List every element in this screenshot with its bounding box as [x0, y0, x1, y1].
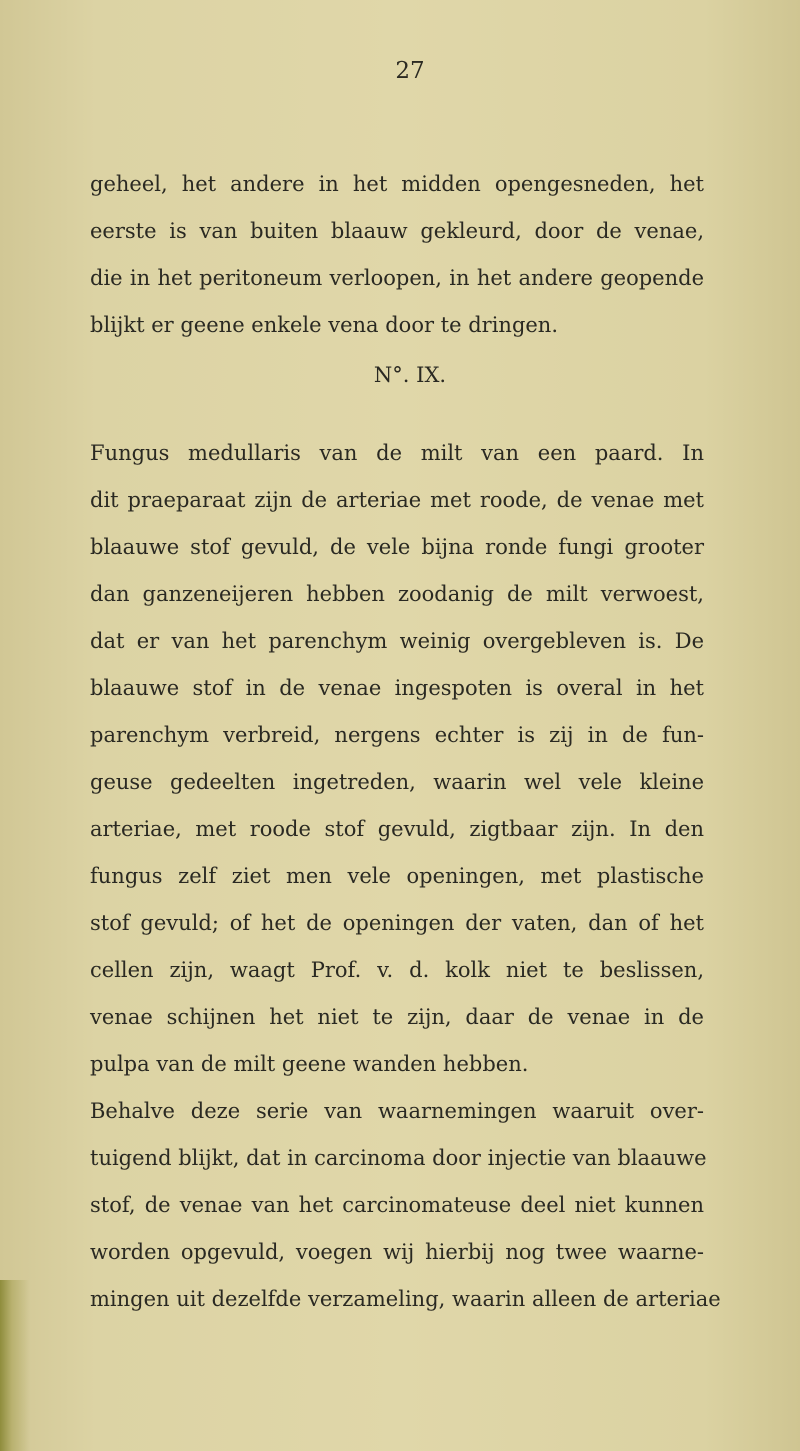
- section-heading: N°. IX.: [373, 363, 447, 387]
- paragraph-2-line: dat er van het parenchym weinig overgebleven is. De: [90, 629, 704, 653]
- page-number: 27: [395, 58, 425, 84]
- paragraph-1: [90, 161, 704, 349]
- paragraph-2-line: fungus zelf ziet men vele openingen, met plastische: [90, 864, 704, 888]
- paragraph-2-line: parenchym verbreid, nergens echter is zij in de fun-: [90, 723, 704, 747]
- paragraph-2-line: venae schijnen het niet te zijn, daar de venae in de: [90, 1005, 704, 1029]
- paragraph-3-line: Behalve deze serie van waarnemingen waaruit over-: [90, 1099, 704, 1123]
- paragraph-1-line: eerste is van buiten blaauw gekleurd, door de venae,: [90, 219, 704, 243]
- paragraph-2-line: pulpa van de milt geene wanden hebben.: [90, 1052, 529, 1076]
- paragraph-2-line: dit praeparaat zijn de arteriae met roode, de venae met: [90, 488, 704, 512]
- paragraph-2-line: blaauwe stof in de venae ingespoten is overal in het: [90, 676, 704, 700]
- paragraph-2-line: cellen zijn, waagt Prof. v. d. kolk niet te beslissen,: [90, 958, 704, 982]
- paragraph-1-line: geheel, het andere in het midden opengesneden, het: [90, 172, 704, 196]
- paragraph-2-line: stof gevuld; of het de openingen der vaten, dan of het: [90, 911, 704, 935]
- paragraph-3-line: worden opgevuld, voegen wij hierbij nog twee waarne-: [90, 1240, 704, 1264]
- paragraph-1-line: die in het peritoneum verloopen, in het andere geopende: [90, 266, 704, 290]
- paragraph-2-line: blaauwe stof gevuld, de vele bijna ronde fungi grooter: [90, 535, 704, 559]
- paragraph-2: [90, 430, 704, 1088]
- paragraph-3-line: mingen uit dezelfde verzameling, waarin alleen de arteriae: [90, 1287, 721, 1311]
- paragraph-2-line: geuse gedeelten ingetreden, waarin wel vele kleine: [90, 770, 704, 794]
- paragraph-2-line: dan ganzeneijeren hebben zoodanig de milt verwoest,: [90, 582, 704, 606]
- page-edge-shadow: [0, 1280, 30, 1451]
- paragraph-2-line: Fungus medullaris van de milt van een paard. In: [90, 441, 704, 465]
- paragraph-3-line: tuigend blijkt, dat in carcinoma door injectie van blaauwe: [90, 1146, 707, 1170]
- paragraph-2-line: arteriae, met roode stof gevuld, zigtbaar zijn. In den: [90, 817, 704, 841]
- paragraph-3: [90, 1088, 721, 1323]
- paragraph-1-line: blijkt er geene enkele vena door te dringen.: [90, 313, 559, 337]
- paragraph-3-line: stof, de venae van het carcinomateuse deel niet kunnen: [90, 1193, 704, 1217]
